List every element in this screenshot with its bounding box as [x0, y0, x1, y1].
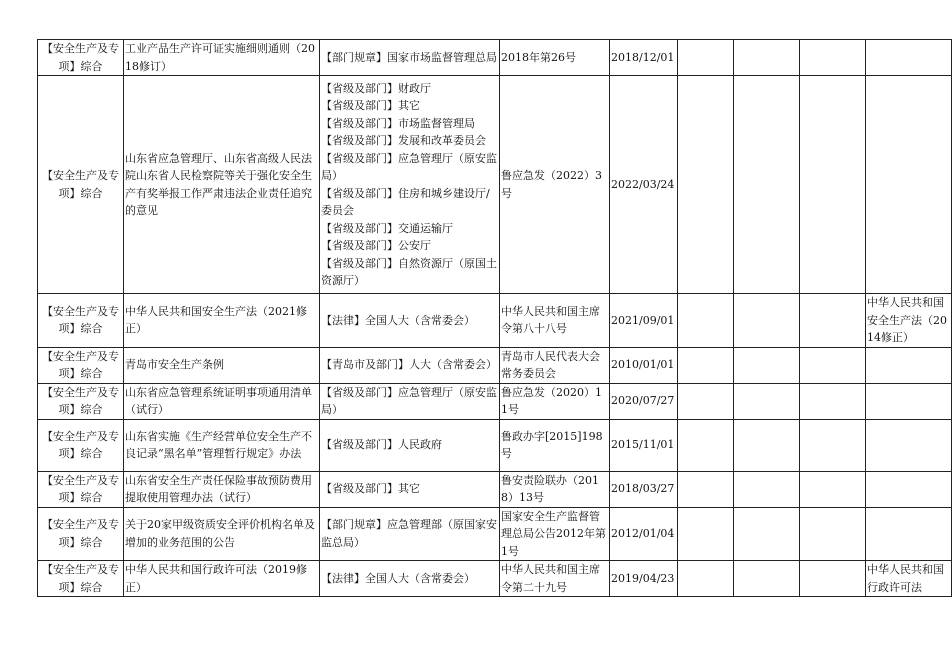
table-row: [38, 507, 952, 561]
department-cell: [320, 507, 500, 561]
category-cell: 【安全生产及专项】综合: [38, 294, 124, 348]
replaces-cell: 中华人民共和国行政许可法: [866, 561, 952, 597]
category-cell: 【安全生产及专项】综合: [38, 347, 124, 383]
category-cell: 【安全生产及专项】综合: [38, 507, 124, 561]
table-row: [38, 471, 952, 507]
department-line: 【省级及部门】人民政府: [321, 438, 442, 452]
department-cell: [320, 76, 500, 294]
doc-number-cell: 2018年第26号: [500, 40, 610, 76]
doc-number-cell: 鲁应急发（2020）11号: [500, 383, 610, 419]
category-cell: 【安全生产及专项】综合: [38, 561, 124, 597]
table-row: [38, 419, 952, 471]
replaces-cell: [866, 40, 952, 76]
department-line: 【省级及部门】财政厅: [321, 81, 431, 95]
replaces-cell: [866, 76, 952, 294]
effective-date-cell: 2018/12/01: [610, 40, 678, 76]
empty-cell: [734, 40, 800, 76]
department-line: 【省级及部门】其它: [321, 99, 420, 112]
title-cell: 山东省安全生产责任保险事故预防费用提取使用管理办法（试行）: [124, 471, 320, 507]
table-row: [38, 383, 952, 419]
department-line: 【省级及部门】其它: [321, 482, 420, 496]
empty-cell: [678, 419, 734, 471]
table-row: [38, 294, 952, 348]
empty-cell: [734, 419, 800, 471]
replaces-cell: [866, 347, 952, 383]
empty-cell: [800, 347, 866, 383]
title-cell: 山东省实施《生产经营单位安全生产不良记录“黑名单”管理暂行规定》办法: [124, 419, 320, 471]
replaces-cell: [866, 383, 952, 419]
category-cell: 【安全生产及专项】综合: [38, 76, 124, 294]
department-line: 【省级及部门】住房和城乡建设厅/委员会: [321, 186, 490, 217]
department-line: 【省级及部门】自然资源厅（原国土资源厅）: [321, 256, 497, 287]
empty-cell: [734, 471, 800, 507]
effective-date-cell: 2022/03/24: [610, 76, 678, 294]
empty-cell: [678, 561, 734, 597]
empty-cell: [678, 40, 734, 76]
department-line: 【省级及部门】应急管理厅（原安监局）: [321, 385, 497, 416]
empty-cell: [734, 347, 800, 383]
doc-number-cell: 鲁安责险联办（2018）13号: [500, 471, 610, 507]
empty-cell: [678, 507, 734, 561]
doc-number-cell: 中华人民共和国主席令第二十九号: [500, 561, 610, 597]
empty-cell: [800, 294, 866, 348]
title-cell: 山东省应急管理系统证明事项通用清单（试行）: [124, 383, 320, 419]
empty-cell: [800, 561, 866, 597]
department-cell: [320, 347, 500, 383]
empty-cell: [734, 383, 800, 419]
effective-date-cell: 2010/01/01: [610, 347, 678, 383]
department-line: 【青岛市及部门】人大（含常委会）: [321, 358, 497, 372]
empty-cell: [800, 419, 866, 471]
replaces-cell: [866, 471, 952, 507]
table-row: [38, 347, 952, 383]
effective-date-cell: 2020/07/27: [610, 383, 678, 419]
empty-cell: [800, 507, 866, 561]
replaces-cell: [866, 419, 952, 471]
department-cell: [320, 294, 500, 348]
empty-cell: [678, 294, 734, 348]
effective-date-cell: 2021/09/01: [610, 294, 678, 348]
empty-cell: [678, 383, 734, 419]
department-cell: [320, 40, 500, 76]
doc-number-cell: 中华人民共和国主席令第八十八号: [500, 294, 610, 348]
department-cell: [320, 383, 500, 419]
category-cell: 【安全生产及专项】综合: [38, 471, 124, 507]
effective-date-cell: 2015/11/01: [610, 419, 678, 471]
department-line: 【法律】全国人大（含常委会）: [321, 313, 475, 327]
empty-cell: [734, 507, 800, 561]
table-row: [38, 40, 952, 76]
doc-number-cell: 鲁应急发（2022）3号: [500, 76, 610, 294]
regulations-table: [37, 39, 952, 597]
effective-date-cell: 2019/04/23: [610, 561, 678, 597]
department-line: 【省级及部门】应急管理厅（原安监局）: [321, 151, 497, 182]
department-line: 【省级及部门】公安厅: [321, 239, 431, 252]
department-cell: [320, 561, 500, 597]
table-row: [38, 76, 952, 294]
empty-cell: [678, 347, 734, 383]
department-line: 【省级及部门】交通运输厅: [321, 221, 453, 235]
department-cell: [320, 419, 500, 471]
title-cell: 中华人民共和国行政许可法（2019修正）: [124, 561, 320, 597]
replaces-cell: 中华人民共和国安全生产法（2014修正）: [866, 294, 952, 348]
empty-cell: [800, 76, 866, 294]
category-cell: 【安全生产及专项】综合: [38, 419, 124, 471]
empty-cell: [800, 40, 866, 76]
title-cell: 山东省应急管理厅、山东省高级人民法院山东省人民检察院等关于强化安全生产有奖举报工作严肃违法企业责任追究的意见: [124, 76, 320, 294]
empty-cell: [800, 471, 866, 507]
empty-cell: [734, 294, 800, 348]
empty-cell: [800, 383, 866, 419]
department-line: 【部门规章】应急管理部（原国家安监总局）: [321, 518, 497, 549]
title-cell: 工业产品生产许可证实施细则通则（2018修订）: [124, 40, 320, 76]
title-cell: 青岛市安全生产条例: [124, 347, 320, 383]
department-line: 【法律】全国人大（含常委会）: [321, 571, 475, 585]
category-cell: 【安全生产及专项】综合: [38, 40, 124, 76]
effective-date-cell: 2012/01/04: [610, 507, 678, 561]
title-cell: 关于20家甲级资质安全评价机构名单及增加的业务范围的公告: [124, 507, 320, 561]
department-line: 【部门规章】国家市场监督管理总局: [321, 50, 497, 64]
replaces-cell: [866, 507, 952, 561]
department-line: 【省级及部门】市场监督管理局: [321, 116, 475, 130]
doc-number-cell: 青岛市人民代表大会常务委员会: [500, 347, 610, 383]
doc-number-cell: 鲁政办字[2015]198号: [500, 419, 610, 471]
empty-cell: [678, 471, 734, 507]
department-line: 【省级及部门】发展和改革委员会: [321, 134, 486, 147]
category-cell: 【安全生产及专项】综合: [38, 383, 124, 419]
department-cell: [320, 471, 500, 507]
regulations-table-body: [38, 40, 952, 597]
empty-cell: [734, 76, 800, 294]
doc-number-cell: 国家安全生产监督管理总局公告2012年第1号: [500, 507, 610, 561]
table-row: [38, 561, 952, 597]
empty-cell: [678, 76, 734, 294]
effective-date-cell: 2018/03/27: [610, 471, 678, 507]
empty-cell: [734, 561, 800, 597]
title-cell: 中华人民共和国安全生产法（2021修正）: [124, 294, 320, 348]
